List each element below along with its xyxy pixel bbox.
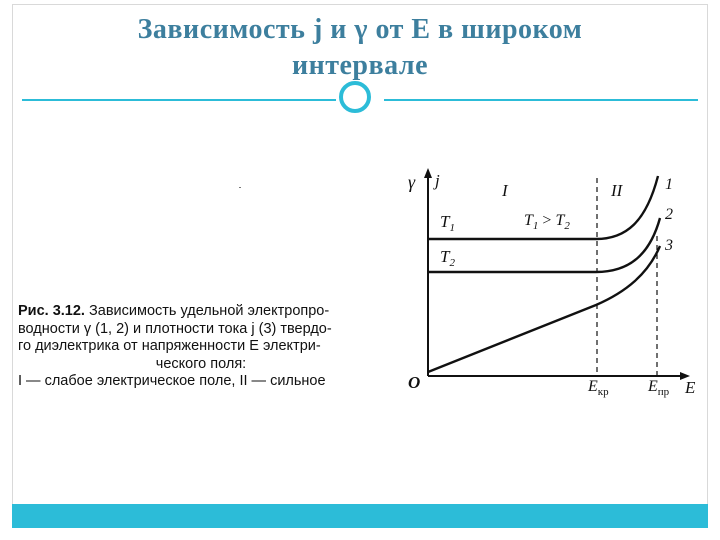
curve-3-label: 3 [665, 237, 673, 254]
caption-line-5: I — слабое электрическое поле, II — сильное [18, 373, 326, 389]
footer-bar [12, 504, 708, 528]
caption-line-2: водности γ (1, 2) и плотности тока j (3) твердо- [18, 320, 332, 337]
e-pr-label: $E_{пр}$ [648, 378, 670, 398]
caption-line-4: ческого поля: [155, 355, 247, 372]
slide-title-line2: интервале [291, 50, 429, 81]
curve-2-label: 2 [665, 206, 673, 223]
conductivity-current-diagram [398, 162, 704, 402]
e-kr-label: $E_{кр}$ [588, 378, 609, 398]
x-axis-label-e: E [685, 378, 696, 397]
temp-label-t1: $T_1$ [440, 212, 455, 234]
curve-1-conductivity-T1 [428, 176, 658, 239]
stray-mark [239, 187, 241, 188]
slide-title-line1: Зависимость j и γ от E в широком [137, 14, 583, 45]
caption-line-1 [18, 303, 384, 321]
region-strong-label: II [611, 181, 623, 200]
region-weak-label: I [502, 181, 508, 200]
title-divider-right [384, 99, 698, 101]
y-axis-label-gamma: γ [408, 172, 416, 192]
y-axis-label-j: j [435, 171, 440, 190]
curve-1-label: 1 [665, 176, 673, 193]
temperature-condition: $T_1 > T_2$ [524, 212, 570, 232]
caption-label: Рис. 3.12. [18, 303, 85, 319]
caption-line-3: го диэлектрика от напряженности E электри- [18, 338, 321, 354]
divider-ring-ornament [339, 81, 371, 113]
temp-label-t2: $T_2$ [440, 247, 455, 269]
origin-label: O [408, 373, 421, 392]
y-axis-arrow [424, 168, 432, 178]
caption-line-1-text: Зависимость удельной электропро- [84, 303, 330, 319]
title-divider-left [22, 99, 336, 101]
figure-caption [18, 303, 384, 391]
